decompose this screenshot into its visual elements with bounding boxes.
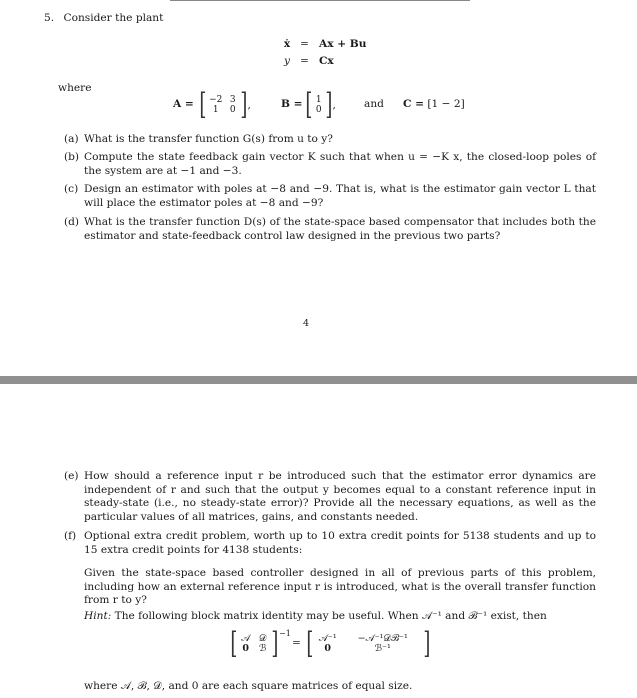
hint-lhs-left-bracket: [ [230, 626, 238, 661]
output-equation-lhs: y [284, 55, 290, 67]
matrix-c-label: C = [403, 98, 424, 110]
matrix-a-comma: , [247, 99, 251, 111]
matrix-a [197, 87, 251, 122]
hint-rhs-left-bracket: [ [306, 626, 314, 661]
and-label: and [364, 98, 384, 110]
matrix-a-cell: 1 [212, 105, 219, 115]
part-d [64, 216, 596, 243]
matrix-a-cell: 3 [229, 95, 236, 105]
part-a-label: (a) [64, 133, 79, 145]
hint-inverse-superscript: −1 [279, 629, 291, 638]
matrix-b [303, 87, 336, 122]
matrix-b-left-bracket: [ [305, 87, 313, 122]
hint-lhs-cell: ℬ [258, 643, 267, 654]
hint-lhs-cells [240, 634, 269, 654]
matrix-a-cell: 0 [229, 105, 236, 115]
matrix-b-comma: , [332, 99, 336, 111]
hint-rhs-right-bracket: ] [423, 626, 431, 661]
matrix-a-cells [209, 95, 238, 115]
part-b [64, 151, 596, 178]
hint-rhs-cell: ℬ⁻¹ [374, 643, 391, 654]
matrix-b-cell: 0 [315, 105, 322, 115]
state-equation-lhs: ẋ [283, 38, 291, 50]
top-cut-line [170, 0, 470, 1]
part-f [64, 530, 596, 557]
page-separator [0, 376, 637, 384]
part-f-text: Optional extra credit problem, worth up to 10 extra credit points for 5138 students and up to 15 extra credit points for 4138 students: [84, 530, 596, 556]
hint-text: The following block matrix identity may be useful. When 𝒜⁻¹ and ℬ⁻¹ exist, then [114, 610, 547, 622]
matrix-b-label: B = [281, 98, 303, 110]
hint-equals: = [292, 637, 301, 649]
output-equation-rhs: Cx [319, 55, 334, 67]
output-equation-equals: = [300, 55, 309, 67]
hint-rhs-cell: 0 [324, 643, 332, 654]
part-e [64, 470, 596, 524]
hint-lhs-right-bracket: ] [271, 626, 279, 661]
where-label: where [58, 82, 92, 94]
hint-lhs-cell: 𝒟 [258, 633, 267, 644]
problem-intro: Consider the plant [63, 12, 164, 24]
matrix-a-left-bracket: [ [199, 87, 207, 122]
hint-lhs-cell: 0 [242, 643, 250, 654]
part-a [64, 133, 596, 147]
part-c [64, 183, 596, 210]
hint-rhs-matrix [304, 626, 432, 661]
hint-footer: where 𝒜, ℬ, 𝒟, and 0 are each square matrices of equal size. [84, 680, 413, 692]
page-2 [0, 384, 637, 698]
hint-label: Hint: [84, 610, 112, 622]
matrix-b-right-bracket: ] [325, 87, 333, 122]
state-equation-equals: = [300, 38, 309, 50]
matrix-b-cell: 1 [315, 95, 322, 105]
problem-heading [44, 12, 163, 24]
part-d-text: What is the transfer function D(s) of the state-space based compensator that includes both the estimator and state-feedback control law designed in the previous two parts? [84, 216, 596, 242]
part-e-text: How should a reference input r be introduced such that the estimator error dynamics are independent of r and such that the output y becomes equal to a constant reference input in steady-state (i.e., no steady-state error)? Provide all the necessary equations, as well as the particular values of all matrices, gains, and constants needed. [84, 470, 596, 523]
part-c-label: (c) [64, 183, 79, 195]
problem-number: 5. [44, 12, 55, 24]
hint-rhs-cell: 𝒜⁻¹ [318, 633, 337, 644]
part-e-label: (e) [64, 470, 79, 482]
state-equation-rhs: Ax + Bu [319, 38, 367, 50]
matrix-b-cells [315, 95, 323, 115]
hint-line [84, 610, 596, 624]
hint-rhs-cells [316, 634, 421, 654]
matrix-a-cell: −2 [209, 95, 223, 105]
part-f-label: (f) [64, 530, 77, 542]
hint-lhs-matrix [228, 626, 280, 661]
matrix-c [403, 98, 465, 110]
part-b-label: (b) [64, 151, 80, 163]
hint-lhs-cell: 𝒜 [241, 633, 251, 644]
page-number: 4 [303, 318, 310, 329]
matrix-a-right-bracket: ] [240, 87, 248, 122]
part-c-text: Design an estimator with poles at −8 and −9. That is, what is the estimator gain vector L that will place the estimator poles at −8 and −9? [84, 183, 596, 209]
hint-rhs-cell: −𝒜⁻¹𝒟ℬ⁻¹ [357, 633, 408, 644]
part-b-text: Compute the state feedback gain vector K such that when u = −K x, the closed-loop poles of the system are at −1 and −3. [84, 151, 596, 177]
matrix-c-value: [1 − 2] [427, 98, 465, 110]
part-d-label: (d) [64, 216, 80, 228]
matrix-a-label: A = [173, 98, 194, 110]
part-f-body: Given the state-space based controller designed in all of previous parts of this problem, including how an external reference input r is introduced, what is the overall transfer function from r to y? [84, 567, 596, 607]
part-a-text: What is the transfer function G(s) from u to y? [84, 133, 333, 145]
